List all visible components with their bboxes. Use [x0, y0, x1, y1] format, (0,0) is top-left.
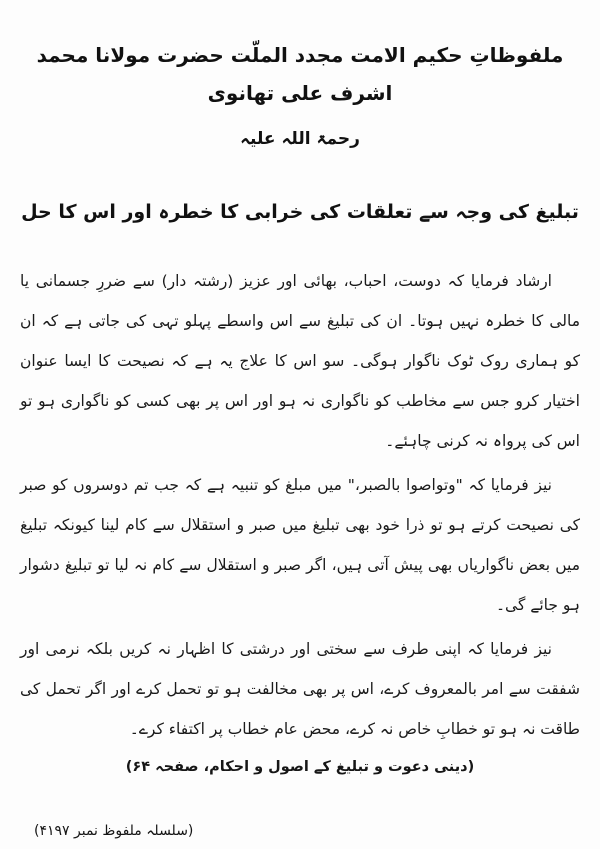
paragraph-2: نیز فرمایا کہ "وتواصوا بالصبر،" میں مبلغ کو تنبیہ ہے کہ جب تم دوسروں کو صبر کی نصیحت کرتے ہو تو ذرا خود بھی تبلیغ میں صبر و استقلال سے کام لینا کیونکہ تبلیغ میں بعض ناگواریاں بھی پیش آتی ہیں، اگر صبر و استقلال سے کام نہ لیا تو تبلیغ دشوار ہو جائے گی۔ [20, 476, 580, 614]
paragraph-3: نیز فرمایا کہ اپنی طرف سے سختی اور درشتی کا اظہار نہ کریں بلکہ نرمی اور شفقت سے امر بالمعروف کرے، اس پر بھی مخالفت ہو تو تحمل کرے اور اگر تحمل کی طاقت نہ ہو تو خطابِ خاص نہ کرے، محض عام خطاب پر اکتفاء کرے۔ [20, 640, 580, 738]
series-number: (سلسلہ ملفوظ نمبر ۴۱۹۷) [34, 823, 194, 839]
body-text [20, 261, 580, 749]
section-heading: تبلیغ کی وجہ سے تعلقات کی خرابی کا خطرہ اور اس کا حل [21, 201, 579, 223]
honorific-line: رحمۃ اللہ علیہ [240, 129, 360, 149]
paragraph-1: ارشاد فرمایا کہ دوست، احباب، بھائی اور عزیز (رشتہ دار) سے ضررِ جسمانی یا مالی کا خطرہ نہیں ہوتا۔ ان کی تبلیغ سے اس واسطے پہلو تہی کی جاتی ہے کہ ان کو ہماری روک ٹوک ناگوار ہوگی۔ سو اس کا علاج یہ ہے کہ نصیحت کا ایسا عنوان اختیار کرو جس سے مخاطب کو ناگواری نہ ہو اور اس پر بھی کسی کو ناگواری ہو تو اس کی پرواہ نہ کرنی چاہئے۔ [20, 272, 580, 450]
book-citation: (دینی دعوت و تبلیغ کے اصول و احکام، صفحہ ۶۴) [125, 759, 475, 775]
page-title: ملفوظاتِ حکیم الامت مجدد الملّت حضرت مولانا محمد اشرف علی تھانوی [36, 43, 564, 105]
